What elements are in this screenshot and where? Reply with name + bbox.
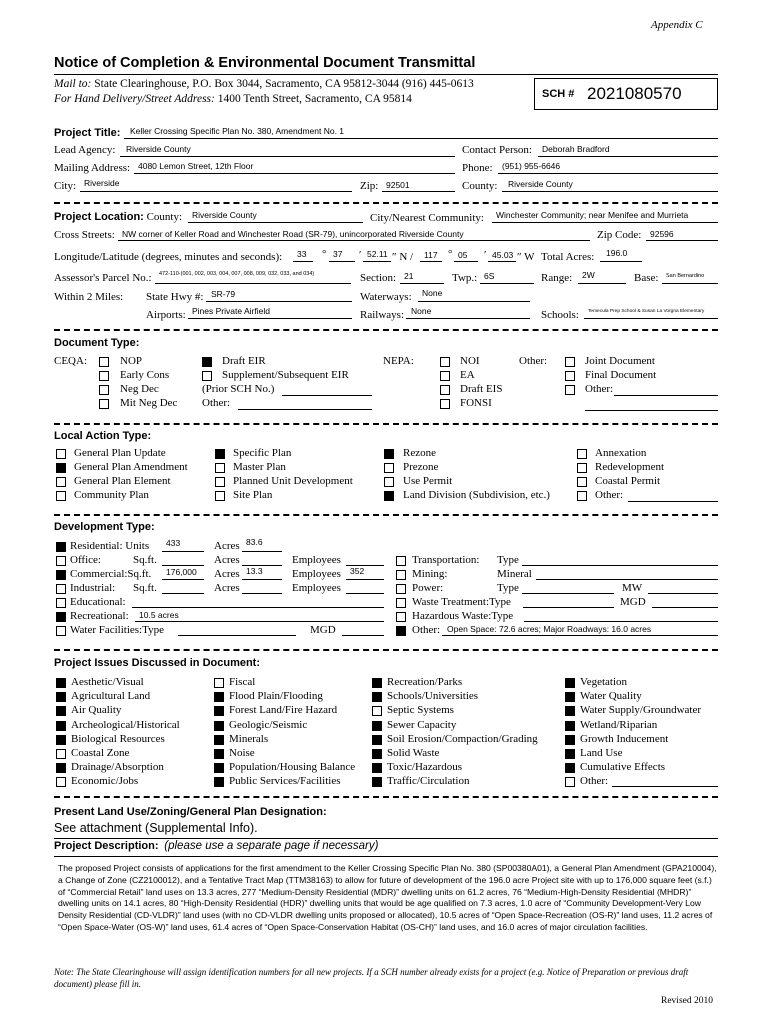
base-label: Base: (634, 272, 659, 284)
annexation-label: Annexation (595, 447, 647, 459)
rezone-checkbox[interactable] (384, 449, 394, 459)
joint-document-label: Joint Document (585, 355, 655, 367)
zip-code-value[interactable]: 92596 (650, 229, 674, 239)
specific-plan-label: Specific Plan (233, 447, 292, 459)
transportation-checkbox[interactable] (396, 556, 406, 566)
redevelopment-label: Redevelopment (595, 461, 665, 473)
fonsi-label: FONSI (460, 397, 492, 409)
issue-vegetation-label: Vegetation (580, 676, 628, 688)
zip-label: Zip: (360, 180, 379, 192)
nepa-label: NEPA: (383, 355, 414, 367)
issue-toxic-hazardous-checkbox[interactable] (372, 763, 382, 773)
educational-label: Educational: (70, 596, 126, 608)
master-plan-checkbox[interactable] (215, 463, 225, 473)
issue-soil-erosion-compaction-grading-label: Soil Erosion/Compaction/Grading (387, 732, 538, 745)
total-acres-label: Total Acres: (541, 251, 595, 263)
doc-other-item-label: Other: (585, 383, 614, 395)
annexation-checkbox[interactable] (577, 449, 587, 459)
issue-biological-resources-checkbox[interactable] (56, 735, 66, 745)
present-land-use-heading: Present Land Use/Zoning/General Plan Designation: (54, 806, 327, 818)
residential-label: Residential: Units (70, 540, 150, 552)
prior-sch-label: (Prior SCH No.) (202, 383, 275, 395)
supplement-eir-checkbox[interactable] (202, 371, 212, 381)
site-plan-label: Site Plan (233, 489, 273, 501)
waste-mgd-label: MGD (620, 596, 646, 608)
educational-checkbox[interactable] (56, 598, 66, 608)
issue-drainage-absorption-checkbox[interactable] (56, 763, 66, 773)
issue-fiscal-checkbox[interactable] (214, 678, 224, 688)
coastal-permit-label: Coastal Permit (595, 475, 661, 487)
master-plan-label: Master Plan (233, 461, 286, 473)
power-mw-label: MW (622, 582, 643, 594)
gp-amendment-label: General Plan Amendment (74, 461, 188, 473)
issue-fiscal-label: Fiscal (229, 676, 256, 688)
zip-value[interactable]: 92501 (386, 180, 410, 190)
community-value[interactable]: Winchester Community; near Menifee and Murrieta (496, 210, 689, 220)
issue-land-use-label: Land Use (580, 747, 623, 759)
office-checkbox[interactable] (56, 556, 66, 566)
issue-economic-jobs-checkbox[interactable] (56, 777, 66, 787)
site-plan-checkbox[interactable] (215, 491, 225, 501)
land-division-checkbox[interactable] (384, 491, 394, 501)
lead-agency-value[interactable]: Riverside County (126, 144, 191, 154)
issue-other-checkbox[interactable] (565, 777, 575, 787)
schools-value[interactable]: Temecula Prep School & Susan La Vorgna Elementary (588, 309, 705, 314)
issue-geologic-seismic-checkbox[interactable] (214, 721, 224, 731)
issue-traffic-circulation-checkbox[interactable] (372, 777, 382, 787)
power-label: Power: (412, 582, 444, 594)
project-title-label: Project Title: (54, 127, 121, 139)
issue-minerals-label: Minerals (229, 732, 269, 745)
draft-eir-checkbox[interactable] (202, 357, 212, 367)
project-description-header: Project Description: (please use a separate page if necessary) (54, 840, 379, 852)
cross-streets-label: Cross Streets: (54, 229, 115, 241)
contact-person-label: Contact Person: (462, 144, 532, 156)
gp-update-checkbox[interactable] (56, 449, 66, 459)
draft-eir-label: Draft EIR (222, 355, 266, 367)
waterways-label: Waterways: (360, 291, 412, 303)
issue-public-services-facilities-checkbox[interactable] (214, 777, 224, 787)
mit-neg-dec-checkbox[interactable] (99, 399, 109, 409)
draft-eis-checkbox[interactable] (440, 385, 450, 395)
hand-delivery-line: For Hand Delivery/Street Address: 1400 Tenth Street, Sacramento, CA 95814 (54, 93, 412, 105)
range-value[interactable]: 2W (582, 270, 595, 280)
lat-minutes[interactable]: 37 (333, 249, 343, 259)
title-rule (54, 74, 718, 75)
apn-value[interactable]: 472-110-(001, 002, 003, 004, 007, 008, 009, 032, 033, and 034) (159, 271, 315, 277)
ceqa-label: CEQA: (54, 355, 87, 367)
county-label: County: (462, 180, 498, 192)
issue-vegetation-checkbox[interactable] (565, 678, 575, 688)
sch-label: SCH # (542, 88, 575, 100)
prior-sch-field[interactable] (282, 395, 372, 396)
issue-forest-land-fire-hazard-label: Forest Land/Fire Hazard (229, 704, 338, 717)
issue-wetland-riparian-label: Wetland/Riparian (580, 718, 658, 731)
local-action-heading: Local Action Type: (54, 430, 152, 442)
waste-treatment-checkbox[interactable] (396, 598, 406, 608)
issue-wetland-riparian-checkbox[interactable] (565, 721, 575, 731)
issue-other-field[interactable] (612, 786, 718, 787)
lead-agency-label: Lead Agency: (54, 144, 116, 156)
mining-checkbox[interactable] (396, 570, 406, 580)
issue-land-use-checkbox[interactable] (565, 749, 575, 759)
zip-code-label: Zip Code: (597, 229, 642, 241)
issue-air-quality-checkbox[interactable] (56, 706, 66, 716)
lon-degrees[interactable]: 117 (424, 250, 438, 260)
latlong-label: Longitude/Latitude (degrees, minutes and seconds): (54, 251, 283, 263)
lat-seconds[interactable]: 52.11 (367, 249, 388, 259)
draft-eis-label: Draft EIS (460, 383, 503, 395)
office-label: Office: (70, 554, 101, 566)
doc-other-field[interactable] (614, 395, 718, 396)
lat-degrees[interactable]: 33 (297, 249, 307, 259)
railways-value[interactable]: None (411, 306, 432, 316)
water-mgd-label: MGD (310, 624, 336, 636)
lon-seconds[interactable]: 45.03 (492, 250, 514, 260)
project-issues-heading: Project Issues Discussed in Document: (54, 657, 261, 669)
document-type-heading: Document Type: (54, 337, 140, 349)
gp-update-label: General Plan Update (74, 447, 166, 459)
state-hwy-value[interactable]: SR-79 (211, 289, 236, 299)
issue-noise-checkbox[interactable] (214, 749, 224, 759)
dev-other-label: Other: (412, 624, 441, 636)
commercial-label: Commercial:Sq.ft. (70, 568, 152, 580)
commercial-checkbox[interactable] (56, 570, 66, 580)
schools-label: Schools: (541, 309, 579, 321)
location-county-value[interactable]: Riverside County (192, 210, 257, 220)
sch-number-box[interactable] (534, 78, 718, 110)
present-land-use-value[interactable]: See attachment (Supplemental Info). (54, 821, 258, 835)
local-other-checkbox[interactable] (577, 491, 587, 501)
local-other-label: Other: (595, 489, 624, 501)
airports-label: Airports: (146, 309, 186, 321)
use-permit-checkbox[interactable] (384, 477, 394, 487)
land-division-label: Land Division (Subdivision, etc.) (403, 489, 550, 501)
issue-aesthetic-visual-label: Aesthetic/Visual (71, 676, 144, 688)
use-permit-label: Use Permit (403, 475, 453, 487)
doc-other-label: Other: (519, 355, 548, 367)
form-title: Notice of Completion & Environmental Document Transmittal (54, 55, 476, 71)
base-value[interactable]: San Bernardino (666, 273, 705, 279)
issue-sewer-capacity-checkbox[interactable] (372, 721, 382, 731)
issue-schools-universities-checkbox[interactable] (372, 692, 382, 702)
total-acres-value[interactable]: 196.0 (606, 248, 628, 258)
industrial-checkbox[interactable] (56, 584, 66, 594)
early-cons-label: Early Cons (120, 369, 170, 381)
issue-schools-universities-label: Schools/Universities (387, 690, 479, 703)
prezone-label: Prezone (403, 461, 439, 473)
transportation-label: Transportation: (412, 554, 480, 566)
water-facilities-checkbox[interactable] (56, 626, 66, 636)
issue-flood-plain-flooding-label: Flood Plain/Flooding (229, 690, 323, 703)
issue-agricultural-land-label: Agricultural Land (71, 690, 151, 703)
project-description-text[interactable]: The proposed Project consists of applications for the first amendment to the Keller Crossing Specific Plan No. 380 (SP00380A01), a General Plan Amendment (GPA210004), a Change of Zone (CZ2100012), and a Tentative Tract Map (TTM38163) to allow for future of development of the 196.0 acre Project site with up to 176,000 square feet (s.f.) of “Commercial Retail” land uses on 13.3 acres, 277 “Medium-Density Residential (MDR)” dwelling units on 61.2 acres, 76 “Medium-High-Density Residential (MHDR)” dwelling units on 14.1 acres, 80 “High-Density Residential (HDR)” dwelling units that would be age qualified on 7.3 acres, 1.0 acre of “Community Development-Very Low Density Residential (CD-VLDR)” land uses (with no CD-VLDR dwelling units proposed or allocated), 10.5 acres of “Open Space-Recreation (OS-R)” land uses, 11.2 acres of “Open Space-Water (OS-W)” land uses, 61.4 acres of “Open Space-Conservation Habitat (OS-CH)” land uses, and 16.0 acres of major circulation facilities. (58, 863, 717, 932)
project-title-value[interactable]: Keller Crossing Specific Plan No. 380, Amendment No. 1 (130, 126, 345, 136)
commercial-sqft-value[interactable]: 176,000 (166, 567, 197, 577)
pud-checkbox[interactable] (215, 477, 225, 487)
issue-aesthetic-visual-checkbox[interactable] (56, 678, 66, 688)
supplement-eir-label: Supplement/Subsequent EIR (222, 369, 349, 381)
power-checkbox[interactable] (396, 584, 406, 594)
within-2-miles-label: Within 2 Miles: (54, 291, 124, 303)
issue-population-housing-balance-checkbox[interactable] (214, 763, 224, 773)
nop-label: NOP (120, 355, 143, 367)
final-document-label: Final Document (585, 369, 657, 381)
ea-label: EA (460, 369, 475, 381)
gp-element-label: General Plan Element (74, 475, 171, 487)
commercial-acres-value[interactable]: 13.3 (246, 566, 263, 576)
issue-minerals-checkbox[interactable] (214, 735, 224, 745)
issue-biological-resources-label: Biological Resources (71, 732, 165, 745)
water-facilities-label: Water Facilities:Type (70, 624, 164, 636)
noi-label: NOI (460, 355, 480, 367)
redevelopment-checkbox[interactable] (577, 463, 587, 473)
mining-label: Mining: (412, 568, 448, 580)
issue-public-services-facilities-label: Public Services/Facilities (229, 775, 341, 788)
phone-label: Phone: (462, 162, 493, 174)
sch-number: 2021080570 (587, 84, 682, 103)
twp-value[interactable]: 6S (484, 271, 495, 281)
issue-septic-systems-checkbox[interactable] (372, 706, 382, 716)
issue-sewer-capacity-label: Sewer Capacity (387, 718, 457, 731)
issue-growth-inducement-checkbox[interactable] (565, 735, 575, 745)
city-label: City: (54, 180, 77, 192)
issue-flood-plain-flooding-checkbox[interactable] (214, 692, 224, 702)
early-cons-checkbox[interactable] (99, 371, 109, 381)
airports-value[interactable]: Pines Private Airfield (192, 306, 270, 316)
mit-neg-dec-label: Mit Neg Dec (120, 397, 178, 409)
waterways-value[interactable]: None (422, 288, 443, 298)
twp-label: Twp.: (452, 272, 478, 284)
gp-element-checkbox[interactable] (56, 477, 66, 487)
issue-water-quality-checkbox[interactable] (565, 692, 575, 702)
range-label: Range: (541, 272, 573, 284)
issue-water-supply-groundwater-label: Water Supply/Groundwater (580, 704, 701, 717)
issue-drainage-absorption-label: Drainage/Absorption (71, 761, 164, 774)
city-value[interactable]: Riverside (84, 178, 120, 188)
railways-label: Railways: (360, 309, 404, 321)
issue-noise-label: Noise (229, 747, 255, 759)
issue-solid-waste-checkbox[interactable] (372, 749, 382, 759)
issue-forest-land-fire-hazard-checkbox[interactable] (214, 706, 224, 716)
issue-population-housing-balance-label: Population/Housing Balance (229, 761, 356, 774)
industrial-label: Industrial: (70, 582, 116, 594)
mailing-address-value[interactable]: 4080 Lemon Street, 12th Floor (138, 161, 254, 171)
county-value[interactable]: Riverside County (508, 179, 573, 189)
joint-document-checkbox[interactable] (565, 357, 575, 367)
issue-coastal-zone-label: Coastal Zone (71, 747, 130, 759)
hazardous-waste-checkbox[interactable] (396, 612, 406, 622)
neg-dec-checkbox[interactable] (99, 385, 109, 395)
gp-amendment-checkbox[interactable] (56, 463, 66, 473)
noi-checkbox[interactable] (440, 357, 450, 367)
residential-acres-value[interactable]: 83.6 (246, 537, 263, 547)
ceqa-other-label: Other: (202, 397, 231, 409)
issue-archeological-historical-label: Archeological/Historical (71, 718, 180, 731)
dev-other-checkbox[interactable] (396, 626, 406, 636)
revised-label: Revised 2010 (661, 996, 713, 1006)
pud-label: Planned Unit Development (233, 475, 353, 487)
mail-to-line: Mail to: State Clearinghouse, P.O. Box 3044, Sacramento, CA 95812-3044 (916) 445-0613 (54, 78, 474, 90)
issue-soil-erosion-compaction-grading-checkbox[interactable] (372, 735, 382, 745)
cross-streets-value[interactable]: NW corner of Keller Road and Winchester Road (SR-79), unincorporated Riverside County (122, 229, 464, 239)
issue-growth-inducement-label: Growth Inducement (580, 732, 669, 745)
doc-other-checkbox[interactable] (565, 385, 575, 395)
nop-checkbox[interactable] (99, 357, 109, 367)
issue-toxic-hazardous-label: Toxic/Hazardous (387, 761, 462, 774)
issue-water-supply-groundwater-checkbox[interactable] (565, 706, 575, 716)
recreational-value[interactable]: 10.5 acres (139, 610, 179, 620)
recreational-label: Recreational: (70, 610, 129, 622)
issue-coastal-zone-checkbox[interactable] (56, 749, 66, 759)
neg-dec-label: Neg Dec (120, 383, 159, 395)
local-other-field[interactable] (628, 501, 718, 502)
apn-label: Assessor's Parcel No.: (54, 272, 152, 284)
issue-solid-waste-label: Solid Waste (387, 747, 440, 759)
issue-geologic-seismic-label: Geologic/Seismic (229, 718, 308, 731)
issue-archeological-historical-checkbox[interactable] (56, 721, 66, 731)
residential-checkbox[interactable] (56, 542, 66, 552)
appendix-label: Appendix C (651, 19, 703, 31)
issue-recreation-parks-label: Recreation/Parks (387, 676, 463, 688)
fonsi-checkbox[interactable] (440, 399, 450, 409)
ea-checkbox[interactable] (440, 371, 450, 381)
lon-minutes[interactable]: 05 (458, 250, 468, 260)
issue-cumulative-effects-checkbox[interactable] (565, 763, 575, 773)
prezone-checkbox[interactable] (384, 463, 394, 473)
development-type-heading: Development Type: (54, 521, 155, 533)
issue-recreation-parks-checkbox[interactable] (372, 678, 382, 688)
rezone-label: Rezone (403, 447, 436, 459)
project-location-line: Project Location: County: (54, 211, 183, 223)
contact-person-value[interactable]: Deborah Bradford (542, 144, 610, 154)
final-document-checkbox[interactable] (565, 371, 575, 381)
issue-water-quality-label: Water Quality (580, 690, 642, 703)
residential-units-value[interactable]: 433 (166, 538, 181, 548)
coastal-permit-checkbox[interactable] (577, 477, 587, 487)
issue-agricultural-land-checkbox[interactable] (56, 692, 66, 702)
issue-traffic-circulation-label: Traffic/Circulation (387, 775, 470, 788)
dev-other-value[interactable]: Open Space: 72.6 acres; Major Roadways: 16.0 acres (447, 624, 652, 634)
section-value[interactable]: 21 (404, 271, 414, 281)
ceqa-other-field[interactable] (238, 409, 372, 410)
specific-plan-checkbox[interactable] (215, 449, 225, 459)
waste-treatment-label: Waste Treatment:Type (412, 596, 511, 608)
community-plan-checkbox[interactable] (56, 491, 66, 501)
community-label: City/Nearest Community: (370, 212, 484, 224)
mailing-address-label: Mailing Address: (54, 162, 131, 174)
hazardous-waste-label: Hazardous Waste:Type (412, 610, 514, 622)
community-plan-label: Community Plan (74, 489, 149, 501)
phone-value[interactable]: (951) 955-6646 (502, 161, 561, 171)
issue-air-quality-label: Air Quality (71, 704, 122, 717)
commercial-employees-value[interactable]: 352 (350, 566, 365, 576)
issue-other-label: Other: (580, 775, 609, 788)
issue-septic-systems-label: Septic Systems (387, 704, 454, 717)
issue-economic-jobs-label: Economic/Jobs (71, 775, 139, 788)
footer-note: Note: The State Clearinghouse will assign identification numbers for all new projects. If a SCH number already exists for a project (e.g. Notice of Preparation or previous draft document) please fill in. (54, 967, 689, 989)
section-label: Section: (360, 272, 397, 284)
state-hwy-label: State Hwy #: (146, 291, 204, 303)
issue-cumulative-effects-label: Cumulative Effects (580, 761, 666, 774)
recreational-checkbox[interactable] (56, 612, 66, 622)
